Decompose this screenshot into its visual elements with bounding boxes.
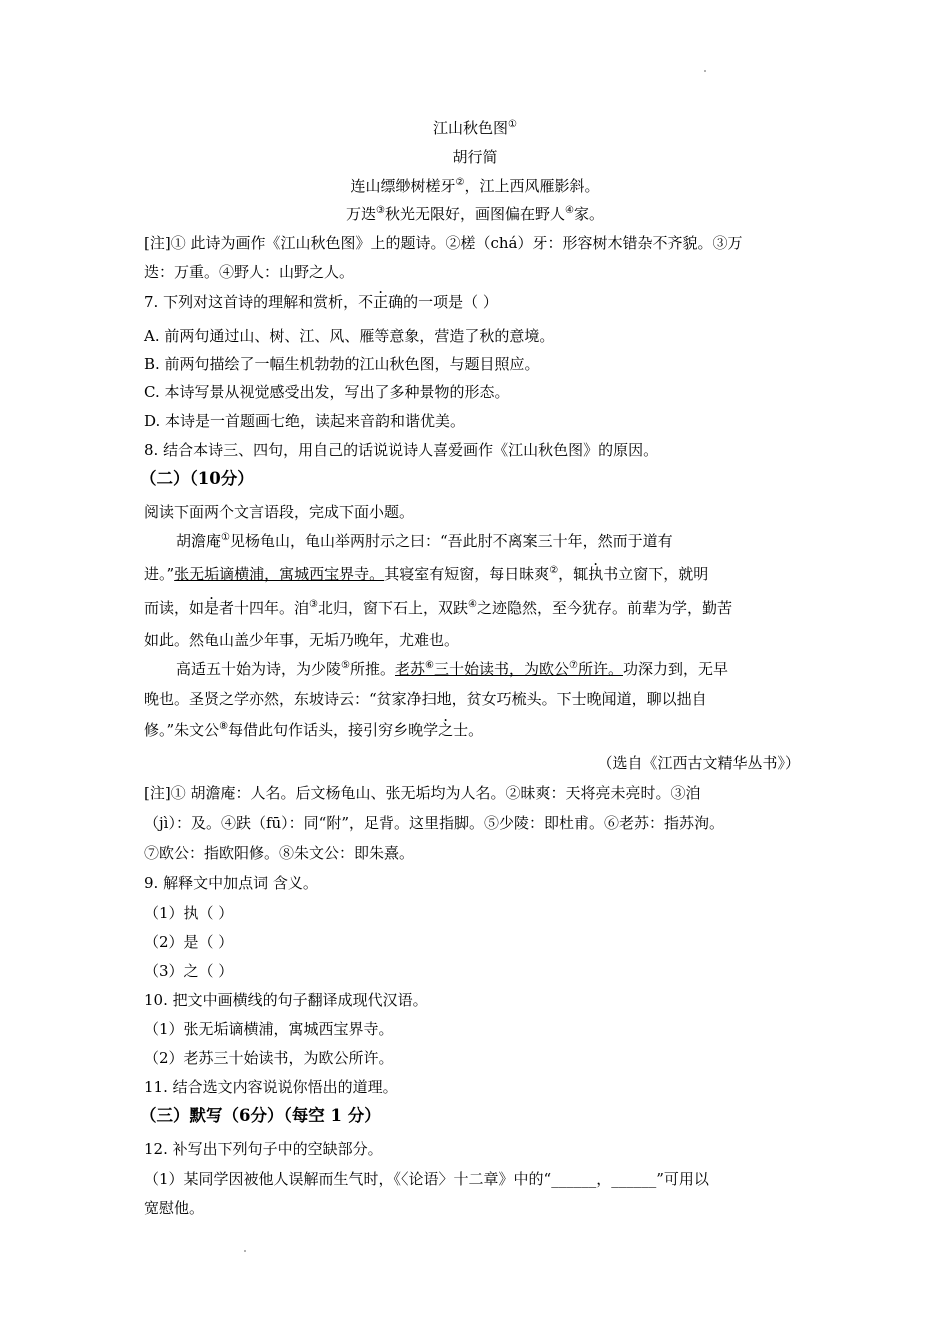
corner-mark-top	[704, 70, 706, 72]
poem-note-line-1: [注]① 此诗为画作《江山秋色图》上的题诗。②槎（chá）牙：形容树木错杂不齐貌。③万	[144, 234, 743, 252]
passage-1-line-4: 如此。然龟山盖少年事，无垢乃晚年，尤难也。	[144, 631, 460, 649]
dotted-word-zhi-2: 之	[438, 721, 454, 739]
question-7-option-d: D. 本诗是一首题画七绝，读起来音韵和谐优美。	[144, 412, 466, 430]
question-12-1-line-2: 宽慰他。	[144, 1199, 205, 1217]
dotted-word-zhi: 执	[588, 565, 604, 583]
question-9-stem: 9. 解释文中加点词 含义。	[144, 874, 318, 892]
question-7-option-a: A. 前两句通过山、树、江、风、雁等意象，营造了秋的意境。	[144, 327, 555, 345]
underlined-sentence-1: 张无垢谪横浦，寓城西宝界寺。	[174, 565, 385, 583]
passage-note-line-1: [注]① 胡澹庵：人名。后文杨龟山、张无垢均为人名。②昧爽：天将亮未亮时。③洎	[144, 784, 701, 802]
poem-note-line-2: 迭：万重。④野人：山野之人。	[144, 263, 355, 281]
poem-author: 胡行简	[452, 148, 498, 166]
question-12-stem: 12. 补写出下列句子中的空缺部分。	[144, 1140, 383, 1158]
poem-line-1: 连山缥缈树槎牙②，江上西风雁影斜。	[350, 177, 600, 195]
question-10-item-1: （1）张无垢谪横浦，寓城西宝界寺。	[144, 1020, 394, 1038]
passage-1-line-1: 胡澹庵①见杨龟山，龟山举两肘示之曰：“吾此肘不离案三十年，然而于道有	[176, 532, 673, 550]
passage-note-line-2: （jì）：及。④趺（fū）：同“附”，足背。这里指脚。⑤少陵：即杜甫。⑥老苏：指苏洵。	[144, 814, 725, 832]
poem-title: 江山秋色图①	[433, 119, 517, 137]
poem-line-2: 万迭③秋光无限好，画图偏在野人④家。	[346, 205, 604, 223]
question-9-item-1: （1）执（ ）	[144, 904, 234, 922]
passage-2-line-1: 高适五十始为诗，为少陵⑤所推。老苏⑥三十始读书，为欧公⑦所许。功深力到，无早	[176, 660, 728, 678]
question-12-1-line-1: （1）某同学因被他人误解而生气时，《〈论语〉十二章》中的“______，______”可用以	[144, 1170, 709, 1188]
question-9-item-2: （2）是（ ）	[144, 933, 234, 951]
passage-2-line-3: 修。”朱文公⑧每借此句作话头，接引穷乡晚学之士。	[144, 721, 484, 739]
emphasis-not-correct: 不正确	[358, 293, 404, 311]
question-10-stem: 10. 把文中画横线的句子翻译成现代汉语。	[144, 991, 428, 1009]
corner-mark-bottom	[244, 1250, 246, 1252]
passage-note-line-3: ⑦欧公：指欧阳修。⑧朱文公：即朱熹。	[144, 844, 415, 862]
question-7-option-b: B. 前两句描绘了一幅生机勃勃的江山秋色图，与题目照应。	[144, 355, 540, 373]
underlined-sentence-2: 老苏⑥三十始读书，为欧公⑦所许。	[395, 660, 623, 678]
question-10-item-2: （2）老苏三十始读书，为欧公所许。	[144, 1049, 394, 1067]
question-11: 11. 结合选文内容说说你悟出的道理。	[144, 1078, 398, 1096]
question-8: 8. 结合本诗三、四句，用自己的话说说诗人喜爱画作《江山秋色图》的原因。	[144, 441, 659, 459]
section-3-heading: （三）默写（6分）（每空 1 分）	[140, 1106, 381, 1125]
section-2-heading: （二）（10分）	[140, 469, 254, 488]
question-9-item-3: （3）之（ ）	[144, 962, 234, 980]
passage-source: （选自《江西古文精华丛书》）	[597, 754, 800, 772]
question-7-option-c: C. 本诗写景从视觉感受出发，写出了多种景物的形态。	[144, 383, 510, 401]
section-2-intro: 阅读下面两个文言语段，完成下面小题。	[144, 503, 415, 521]
passage-2-line-2: 晚也。圣贤之学亦然，东坡诗云：“贫家净扫地，贫女巧梳头。下士晚闻道，聊以拙自	[144, 690, 707, 708]
question-7-stem: 7. 下列对这首诗的理解和赏析，不正确的一项是（ ）	[144, 293, 498, 311]
passage-1-line-3: 而读，如是者十四年。洎③北归，窗下石上，双趺④之迹隐然，至今犹存。前辈为学，勤苦	[144, 599, 733, 617]
dotted-word-shi: 是	[204, 599, 220, 617]
passage-1-line-2: 进。”张无垢谪横浦，寓城西宝界寺。其寝室有短窗，每日昧爽②，辄执书立窗下，就明	[144, 565, 709, 583]
